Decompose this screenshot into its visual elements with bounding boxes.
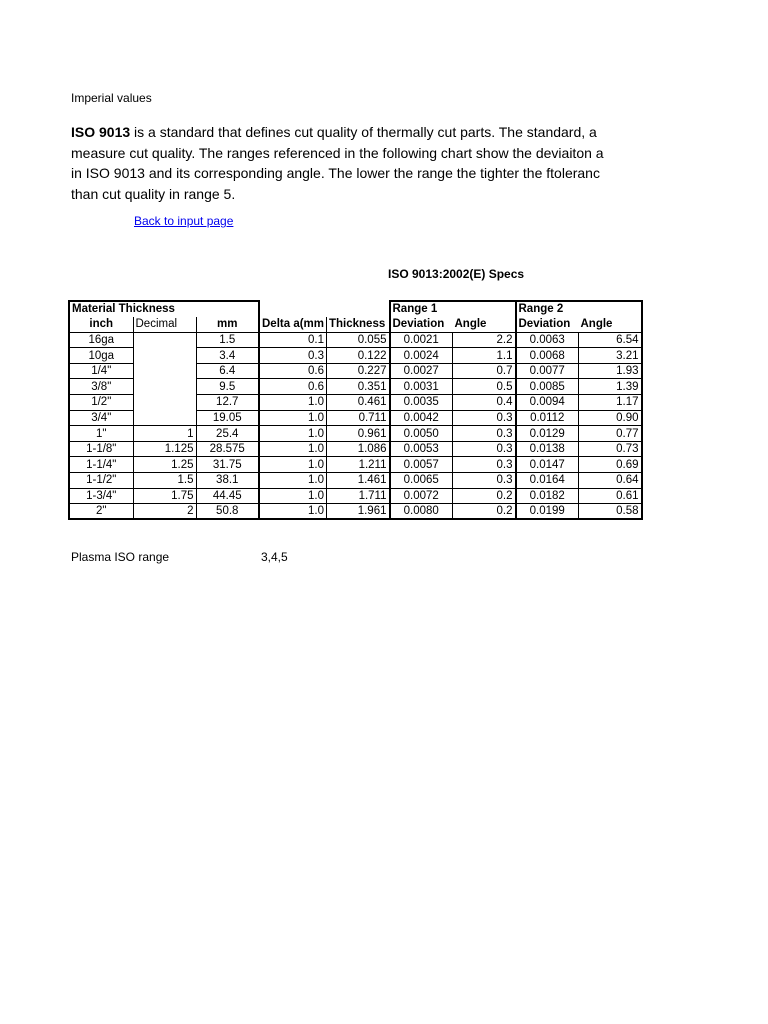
inch-cell: 1-1/2"	[69, 473, 133, 489]
mm-cell: 38.1	[196, 473, 259, 489]
range2-angle-cell: 0.69	[579, 457, 642, 473]
intro-line-1	[71, 122, 641, 143]
mm-cell: 50.8	[196, 504, 259, 520]
range2-deviation-cell: 0.0094	[516, 395, 579, 411]
delta-cell: 1.0	[259, 457, 327, 473]
inch-cell: 2"	[69, 504, 133, 520]
delta-cell: 1.0	[259, 473, 327, 489]
range1-angle-cell: 0.7	[453, 363, 516, 379]
thickness-cell: 0.711	[327, 410, 390, 426]
table-row	[69, 441, 642, 457]
range1-deviation-cell: 0.0065	[390, 473, 453, 489]
inch-cell: 3/4"	[69, 410, 133, 426]
delta-cell: 0.3	[259, 348, 327, 364]
thickness-cell: 0.122	[327, 348, 390, 364]
thickness-cell: 1.711	[327, 488, 390, 504]
table-row	[69, 473, 642, 489]
inch-cell: 1-3/4"	[69, 488, 133, 504]
inch-header: inch	[69, 317, 133, 333]
inch-cell: 10ga	[69, 348, 133, 364]
table-row	[69, 332, 642, 348]
header-row-2	[69, 317, 642, 333]
range1-deviation-cell: 0.0050	[390, 426, 453, 442]
delta-cell: 1.0	[259, 441, 327, 457]
decimal-cell: 1	[133, 426, 196, 442]
table-row	[69, 488, 642, 504]
plasma-iso-range-label: Plasma ISO range	[71, 550, 170, 564]
range2-deviation-cell: 0.0129	[516, 426, 579, 442]
inch-cell: 1/2"	[69, 395, 133, 411]
delta-cell: 1.0	[259, 410, 327, 426]
thickness-cell: 0.227	[327, 363, 390, 379]
thickness-header: Thickness	[327, 317, 390, 333]
decimal-cell: 1.25	[133, 457, 196, 473]
range1-header: Range 1	[390, 301, 453, 317]
mm-cell: 28.575	[196, 441, 259, 457]
decimal-cell	[133, 379, 196, 395]
thickness-cell: 1.461	[327, 473, 390, 489]
thickness-cell: 0.055	[327, 332, 390, 348]
specs-title: ISO 9013:2002(E) Specs	[388, 267, 525, 281]
range1-angle-cell: 0.3	[453, 441, 516, 457]
decimal-cell: 2	[133, 504, 196, 520]
range1-deviation-cell: 0.0031	[390, 379, 453, 395]
table-row	[69, 504, 642, 520]
range1-angle-cell: 0.4	[453, 395, 516, 411]
decimal-cell	[133, 363, 196, 379]
delta-header: Delta a(mm	[259, 317, 327, 333]
back-to-input-link[interactable]: Back to input page	[134, 214, 234, 228]
table-row	[69, 348, 642, 364]
material-thickness-header: Material Thickness	[69, 301, 196, 317]
range1-angle-cell: 0.2	[453, 504, 516, 520]
decimal-cell	[133, 332, 196, 348]
plasma-iso-range-value: 3,4,5	[261, 550, 288, 564]
range1-deviation-cell: 0.0027	[390, 363, 453, 379]
range1-angle-cell: 0.2	[453, 488, 516, 504]
mm-cell: 6.4	[196, 363, 259, 379]
table-row	[69, 363, 642, 379]
range2-deviation-cell: 0.0063	[516, 332, 579, 348]
range1-deviation-cell: 0.0072	[390, 488, 453, 504]
mm-cell: 25.4	[196, 426, 259, 442]
header-delta-spacer	[259, 301, 327, 317]
decimal-cell: 1.75	[133, 488, 196, 504]
range2-angle-cell: 0.64	[579, 473, 642, 489]
thickness-cell: 1.086	[327, 441, 390, 457]
range2-angle-cell: 0.58	[579, 504, 642, 520]
decimal-cell	[133, 348, 196, 364]
range2-deviation-cell: 0.0199	[516, 504, 579, 520]
mm-cell: 44.45	[196, 488, 259, 504]
range2-deviation-cell: 0.0068	[516, 348, 579, 364]
range2-deviation-header: Deviation	[516, 317, 579, 333]
intro-paragraph	[71, 122, 641, 204]
range2-deviation-cell: 0.0085	[516, 379, 579, 395]
mm-cell: 12.7	[196, 395, 259, 411]
iso-specs-table	[68, 300, 643, 520]
range2-angle-cell: 0.90	[579, 410, 642, 426]
table-row	[69, 395, 642, 411]
decimal-cell	[133, 395, 196, 411]
range1-deviation-cell: 0.0021	[390, 332, 453, 348]
inch-cell: 3/8"	[69, 379, 133, 395]
inch-cell: 16ga	[69, 332, 133, 348]
range2-angle-cell: 1.17	[579, 395, 642, 411]
range1-header-spacer	[453, 301, 516, 317]
mm-header: mm	[196, 317, 259, 333]
range1-deviation-cell: 0.0042	[390, 410, 453, 426]
intro-line-2: measure cut quality. The ranges referenced in the following chart show the deviaiton a	[71, 144, 604, 161]
delta-cell: 0.6	[259, 379, 327, 395]
decimal-cell: 1.125	[133, 441, 196, 457]
range2-deviation-cell: 0.0164	[516, 473, 579, 489]
range2-angle-cell: 0.73	[579, 441, 642, 457]
range1-deviation-cell: 0.0080	[390, 504, 453, 520]
range1-angle-header: Angle	[453, 317, 516, 333]
delta-cell: 0.6	[259, 363, 327, 379]
range2-angle-header: Angle	[579, 317, 642, 333]
range2-deviation-cell: 0.0138	[516, 441, 579, 457]
range2-deviation-cell: 0.0077	[516, 363, 579, 379]
intro-bold-term: ISO 9013	[71, 124, 131, 140]
table-row	[69, 426, 642, 442]
header-mm-spacer	[196, 301, 259, 317]
inch-cell: 1-1/8"	[69, 441, 133, 457]
range1-deviation-header: Deviation	[390, 317, 453, 333]
mm-cell: 19.05	[196, 410, 259, 426]
thickness-cell: 1.211	[327, 457, 390, 473]
page-subtitle: Imperial values	[71, 91, 152, 105]
range1-deviation-cell: 0.0035	[390, 395, 453, 411]
decimal-cell	[133, 410, 196, 426]
delta-cell: 1.0	[259, 504, 327, 520]
range2-deviation-cell: 0.0182	[516, 488, 579, 504]
intro-line-4: than cut quality in range 5.	[71, 185, 236, 202]
range2-angle-cell: 1.39	[579, 379, 642, 395]
range2-deviation-cell: 0.0147	[516, 457, 579, 473]
header-thickness-spacer	[327, 301, 390, 317]
mm-cell: 1.5	[196, 332, 259, 348]
range2-angle-cell: 6.54	[579, 332, 642, 348]
range1-angle-cell: 1.1	[453, 348, 516, 364]
range2-header-spacer	[579, 301, 642, 317]
range1-angle-cell: 0.5	[453, 379, 516, 395]
decimal-cell: 1.5	[133, 473, 196, 489]
range1-deviation-cell: 0.0057	[390, 457, 453, 473]
delta-cell: 1.0	[259, 488, 327, 504]
decimal-header: Decimal	[133, 317, 196, 333]
range2-deviation-cell: 0.0112	[516, 410, 579, 426]
range2-angle-cell: 0.77	[579, 426, 642, 442]
table-row	[69, 410, 642, 426]
intro-line-3: in ISO 9013 and its corresponding angle. The lower the range the tighter the ftoleranc	[71, 165, 600, 181]
range2-header: Range 2	[516, 301, 579, 317]
range1-angle-cell: 0.3	[453, 457, 516, 473]
mm-cell: 3.4	[196, 348, 259, 364]
table-row	[69, 457, 642, 473]
thickness-cell: 1.961	[327, 504, 390, 520]
range1-angle-cell: 0.3	[453, 473, 516, 489]
intro-line-1-text: is a standard that defines cut quality of thermally cut parts. The standard, a	[130, 124, 597, 140]
delta-cell: 1.0	[259, 395, 327, 411]
inch-cell: 1/4"	[69, 363, 133, 379]
range2-angle-cell: 1.93	[579, 363, 642, 379]
header-row-1	[69, 301, 642, 317]
mm-cell: 31.75	[196, 457, 259, 473]
inch-cell: 1"	[69, 426, 133, 442]
range1-deviation-cell: 0.0024	[390, 348, 453, 364]
thickness-cell: 0.961	[327, 426, 390, 442]
range1-angle-cell: 0.3	[453, 426, 516, 442]
range1-deviation-cell: 0.0053	[390, 441, 453, 457]
delta-cell: 1.0	[259, 426, 327, 442]
range2-angle-cell: 0.61	[579, 488, 642, 504]
range1-angle-cell: 0.3	[453, 410, 516, 426]
inch-cell: 1-1/4"	[69, 457, 133, 473]
range1-angle-cell: 2.2	[453, 332, 516, 348]
mm-cell: 9.5	[196, 379, 259, 395]
thickness-cell: 0.351	[327, 379, 390, 395]
thickness-cell: 0.461	[327, 395, 390, 411]
range2-angle-cell: 3.21	[579, 348, 642, 364]
delta-cell: 0.1	[259, 332, 327, 348]
table-row	[69, 379, 642, 395]
